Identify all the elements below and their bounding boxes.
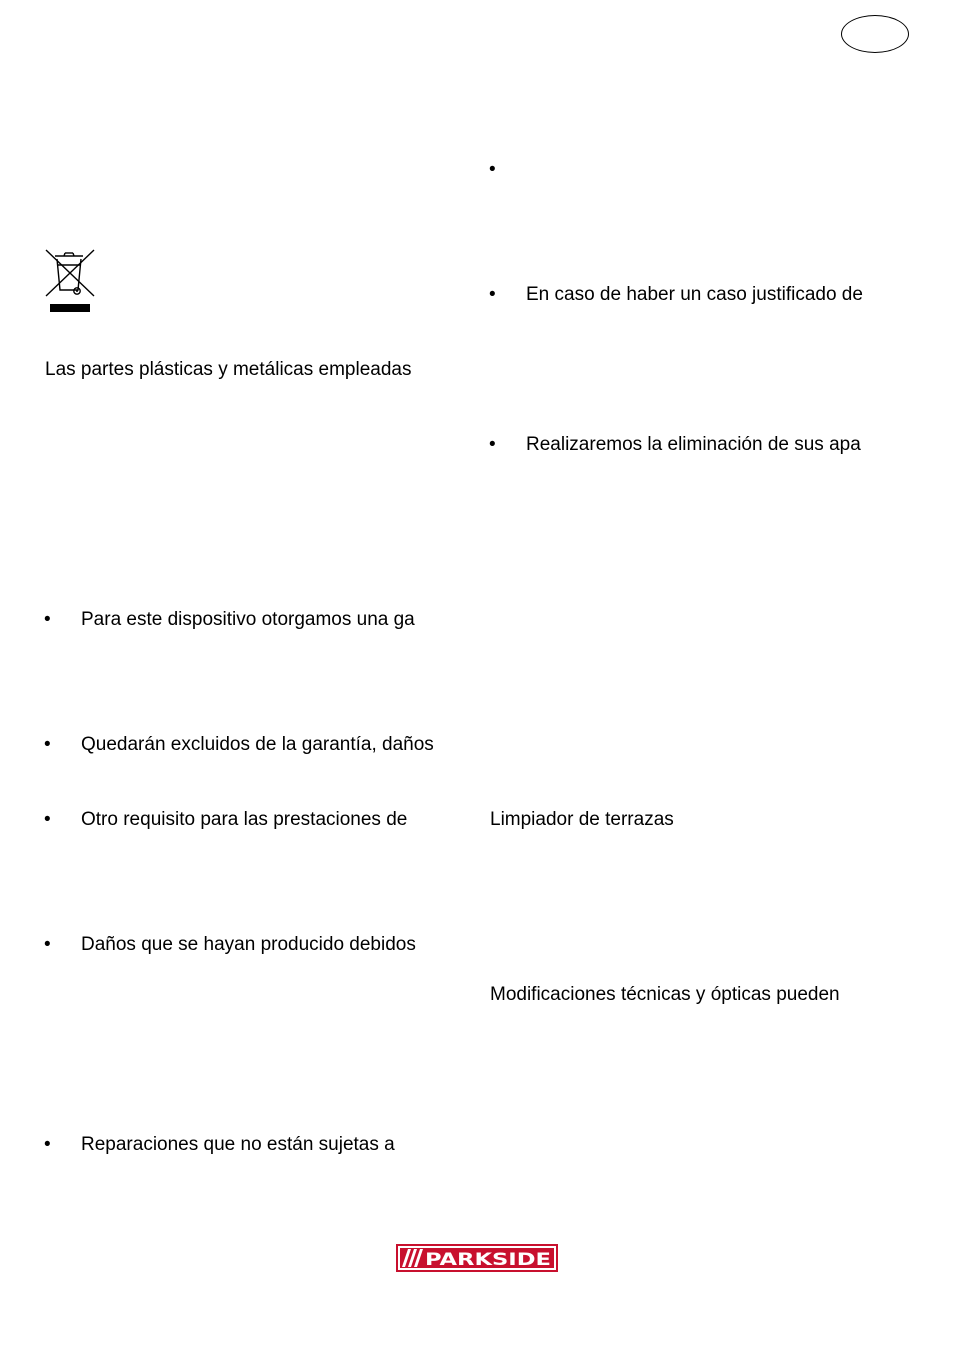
- service-bullet-3: Realizaremos la eliminación de sus apa: [526, 434, 861, 455]
- modifications-notice: Modificaciones técnicas y ópticas pueden: [490, 984, 840, 1005]
- warranty-bullet-2: Quedarán excluidos de la garantía, daños: [81, 734, 434, 755]
- bullet-marker: •: [489, 159, 496, 180]
- product-name: Limpiador de terrazas: [490, 809, 674, 830]
- bullet-marker: •: [44, 809, 51, 830]
- service-bullet-2: En caso de haber un caso justificado de: [526, 284, 863, 305]
- parkside-logo: [396, 1244, 558, 1272]
- crossed-out-wheelie-bin-icon: [44, 248, 96, 314]
- warranty-bullet-1: Para este dispositivo otorgamos una ga: [81, 609, 415, 630]
- warranty-bullet-4: Daños que se hayan producido debidos: [81, 934, 416, 955]
- brand-name: PARKSIDE: [425, 1250, 551, 1270]
- bullet-marker: •: [44, 934, 51, 955]
- warranty-bullet-5: Reparaciones que no están sujetas a: [81, 1134, 395, 1155]
- bullet-marker: •: [44, 609, 51, 630]
- bullet-marker: •: [489, 284, 496, 305]
- warranty-bullet-3: Otro requisito para las prestaciones de: [81, 809, 408, 830]
- disposal-paragraph: Las partes plásticas y metálicas empleadas: [45, 359, 412, 380]
- language-badge: [841, 15, 909, 53]
- bullet-marker: •: [44, 734, 51, 755]
- bullet-marker: •: [489, 434, 496, 455]
- bullet-marker: •: [44, 1134, 51, 1155]
